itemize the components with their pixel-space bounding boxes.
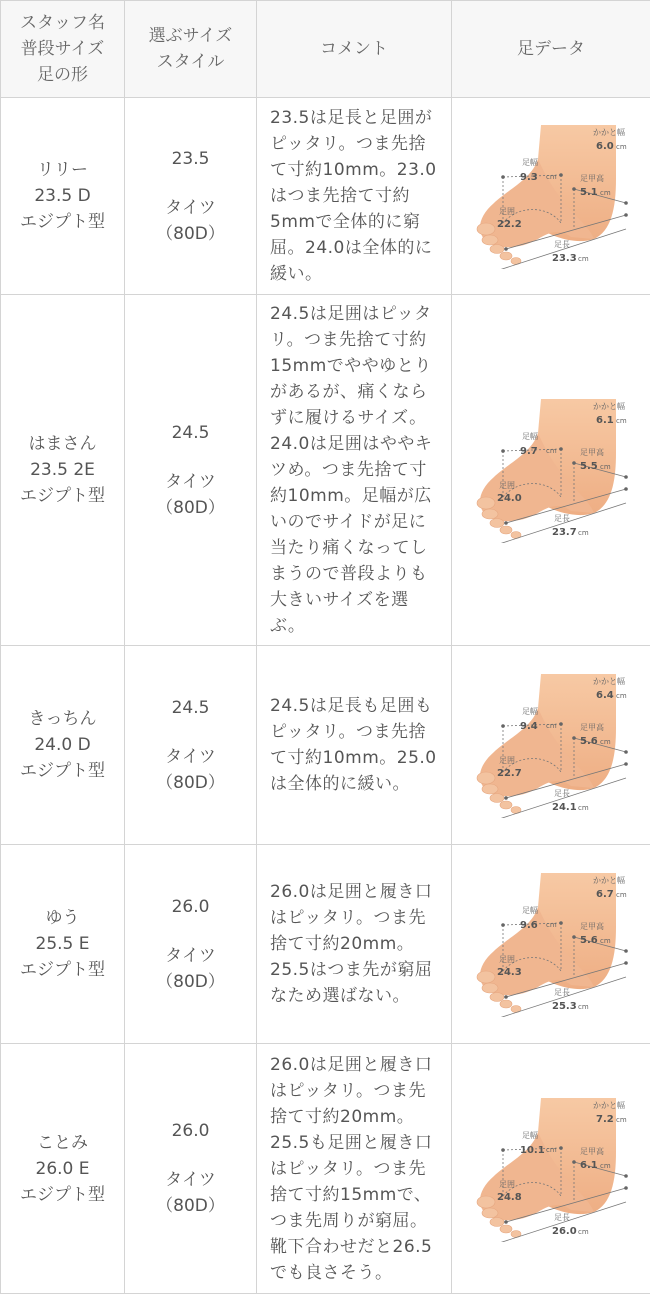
staff-name: ゆう — [1, 905, 124, 931]
width-value: 9.4 — [520, 721, 538, 732]
length-label: 足長 — [554, 240, 570, 249]
girth-label: 足囲 — [499, 955, 515, 964]
staff-name: リリー — [1, 157, 124, 183]
girth-label: 足囲 — [499, 481, 515, 490]
foot-data-cell — [452, 646, 650, 845]
usual-size: 26.0 E — [1, 1156, 124, 1182]
size-cell — [125, 98, 257, 295]
length-value: 26.0 — [552, 1226, 577, 1237]
denier-label: （80D） — [125, 495, 256, 521]
heel-unit: cm — [616, 891, 627, 899]
staff-cell — [1, 1044, 125, 1294]
foot-data-cell — [452, 98, 650, 295]
heel-label: かかと幅 — [593, 676, 625, 686]
width-label: 足幅 — [522, 706, 538, 716]
length-label: 足長 — [554, 789, 570, 798]
width-unit: cm — [546, 722, 557, 730]
width-label: 足幅 — [522, 431, 538, 441]
staff-cell — [1, 295, 125, 646]
width-value: 9.6 — [520, 920, 538, 931]
foot-diagram — [466, 867, 636, 1017]
instep-value: 5.6 — [580, 736, 598, 747]
instep-unit: cm — [600, 937, 611, 945]
girth-value: 24.0 — [497, 493, 522, 504]
length-value: 23.3 — [552, 253, 577, 264]
length-unit: cm — [578, 529, 589, 537]
comment-cell: 26.0は足囲と履き口はピッタリ。つま先捨て寸約20mm。25.5も足囲と履き口はピッタリ。つま先捨て寸約15mmで、つま先周りが窮屈。靴下合わせだと26.5でも良さそう。 — [257, 1044, 452, 1294]
heel-unit: cm — [616, 692, 627, 700]
width-label: 足幅 — [522, 157, 538, 167]
instep-unit: cm — [600, 463, 611, 471]
header-size: 選ぶサイズ スタイル — [125, 1, 257, 98]
girth-value: 22.7 — [497, 768, 522, 779]
chosen-size: 26.0 — [125, 894, 256, 920]
size-cell — [125, 295, 257, 646]
table-row — [1, 1044, 650, 1294]
width-label: 足幅 — [522, 905, 538, 915]
denier-label: （80D） — [125, 221, 256, 247]
foot-shape: エジプト型 — [1, 957, 124, 983]
heel-label: かかと幅 — [593, 875, 625, 885]
table-row — [1, 98, 650, 295]
instep-label: 足甲高 — [580, 447, 604, 457]
length-value: 23.7 — [552, 527, 577, 538]
foot-diagram — [466, 393, 636, 543]
heel-value: 6.0 — [596, 141, 614, 152]
denier-label: （80D） — [125, 969, 256, 995]
heel-value: 6.4 — [596, 690, 614, 701]
length-label: 足長 — [554, 514, 570, 523]
table-row — [1, 845, 650, 1044]
length-unit: cm — [578, 1228, 589, 1236]
staff-name: はまさん — [1, 431, 124, 457]
comment-cell: 23.5は足長と足囲がピッタリ。つま先捨て寸約10mm。23.0はつま先捨て寸約5mmで全体的に窮屈。24.0は全体的に緩い。 — [257, 98, 452, 295]
instep-unit: cm — [600, 189, 611, 197]
width-label: 足幅 — [522, 1130, 538, 1140]
size-cell — [125, 1044, 257, 1294]
heel-value: 6.7 — [596, 889, 614, 900]
length-label: 足長 — [554, 988, 570, 997]
foot-shape: エジプト型 — [1, 209, 124, 235]
usual-size: 23.5 D — [1, 183, 124, 209]
staff-name: きっちん — [1, 706, 124, 732]
width-value: 10.1 — [520, 1145, 545, 1156]
length-unit: cm — [578, 1003, 589, 1011]
instep-unit: cm — [600, 1162, 611, 1170]
style-label: タイツ — [125, 1167, 256, 1193]
instep-label: 足甲高 — [580, 1146, 604, 1156]
staff-cell — [1, 98, 125, 295]
foot-data-cell — [452, 845, 650, 1044]
heel-unit: cm — [616, 1116, 627, 1124]
instep-label: 足甲高 — [580, 173, 604, 183]
instep-value: 5.1 — [580, 187, 598, 198]
foot-data-cell — [452, 1044, 650, 1294]
foot-diagram — [466, 119, 636, 269]
denier-label: （80D） — [125, 770, 256, 796]
usual-size: 25.5 E — [1, 931, 124, 957]
table-row — [1, 646, 650, 845]
girth-label: 足囲 — [499, 1180, 515, 1189]
foot-diagram — [466, 668, 636, 818]
width-unit: cm — [546, 921, 557, 929]
instep-label: 足甲高 — [580, 722, 604, 732]
staff-name: ことみ — [1, 1130, 124, 1156]
width-unit: cm — [546, 1146, 557, 1154]
width-value: 9.3 — [520, 172, 538, 183]
length-unit: cm — [578, 255, 589, 263]
header-staff: スタッフ名 普段サイズ 足の形 — [1, 1, 125, 98]
length-unit: cm — [578, 804, 589, 812]
comment-cell: 26.0は足囲と履き口はピッタリ。つま先捨て寸約20mm。25.5はつま先が窮屈なため選ばない。 — [257, 845, 452, 1044]
comment-cell: 24.5は足長も足囲もピッタリ。つま先捨て寸約10mm。25.0は全体的に緩い。 — [257, 646, 452, 845]
foot-shape: エジプト型 — [1, 758, 124, 784]
style-label: タイツ — [125, 195, 256, 221]
chosen-size: 23.5 — [125, 146, 256, 172]
heel-unit: cm — [616, 417, 627, 425]
instep-value: 5.5 — [580, 461, 598, 472]
foot-shape: エジプト型 — [1, 1182, 124, 1208]
header-comment: コメント — [257, 1, 452, 98]
width-unit: cm — [546, 447, 557, 455]
chosen-size: 26.0 — [125, 1118, 256, 1144]
heel-value: 7.2 — [596, 1114, 614, 1125]
instep-value: 6.1 — [580, 1160, 598, 1171]
comment-cell: 24.5は足囲はピッタリ。つま先捨て寸約15mmでややゆとりがあるが、痛くならずに履けるサイズ。24.0は足囲はややキツめ。つま先捨て寸約10mm。足幅が広いのでサイドが足に当たり痛くなってしまうので普段よりも大きいサイズを選ぶ。 — [257, 295, 452, 646]
foot-shape: エジプト型 — [1, 483, 124, 509]
foot-diagram — [466, 1092, 636, 1242]
length-value: 25.3 — [552, 1001, 577, 1012]
denier-label: （80D） — [125, 1193, 256, 1219]
instep-value: 5.6 — [580, 935, 598, 946]
width-value: 9.7 — [520, 446, 538, 457]
heel-value: 6.1 — [596, 415, 614, 426]
style-label: タイツ — [125, 469, 256, 495]
girth-label: 足囲 — [499, 207, 515, 216]
width-unit: cm — [546, 173, 557, 181]
heel-label: かかと幅 — [593, 1100, 625, 1110]
girth-value: 24.3 — [497, 967, 522, 978]
foot-data-cell — [452, 295, 650, 646]
table-row — [1, 295, 650, 646]
heel-label: かかと幅 — [593, 127, 625, 137]
heel-unit: cm — [616, 143, 627, 151]
usual-size: 23.5 2E — [1, 457, 124, 483]
girth-value: 22.2 — [497, 219, 522, 230]
header-foot: 足データ — [452, 1, 650, 98]
staff-cell — [1, 845, 125, 1044]
header-row — [1, 1, 650, 98]
style-label: タイツ — [125, 943, 256, 969]
instep-unit: cm — [600, 738, 611, 746]
length-value: 24.1 — [552, 802, 577, 813]
instep-label: 足甲高 — [580, 921, 604, 931]
chosen-size: 24.5 — [125, 695, 256, 721]
size-cell — [125, 646, 257, 845]
chosen-size: 24.5 — [125, 420, 256, 446]
girth-label: 足囲 — [499, 756, 515, 765]
usual-size: 24.0 D — [1, 732, 124, 758]
length-label: 足長 — [554, 1213, 570, 1222]
style-label: タイツ — [125, 744, 256, 770]
staff-cell — [1, 646, 125, 845]
heel-label: かかと幅 — [593, 401, 625, 411]
size-cell — [125, 845, 257, 1044]
girth-value: 24.8 — [497, 1192, 522, 1203]
